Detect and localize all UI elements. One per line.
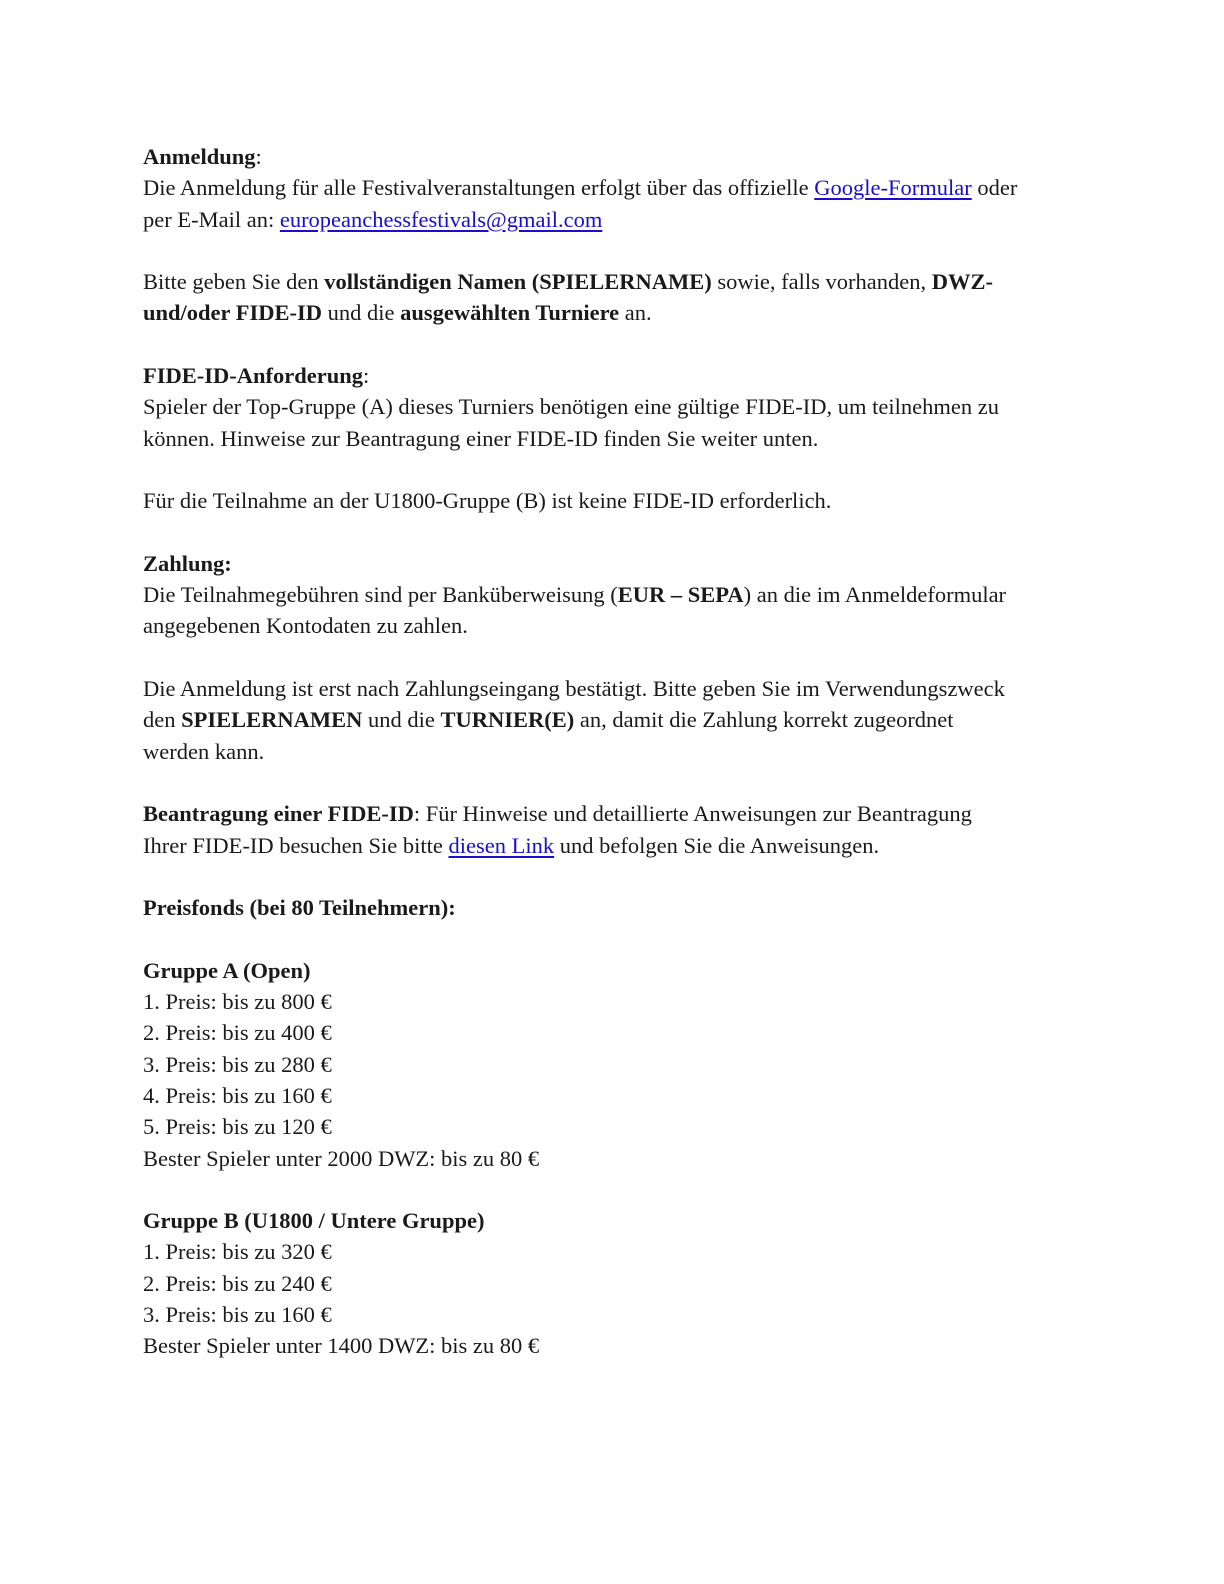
registration-heading-line: Anmeldung: [143,144,262,169]
fide-application-line-1: Beantragung einer FIDE-ID: Für Hinweise und detaillierte Anweisungen zur Beantragung [143,801,972,827]
payment-line-2: angegebenen Kontodaten zu zahlen. [143,613,468,639]
fide-requirement-line-2: können. Hinweise zur Beantragung einer FIDE-ID finden Sie weiter unten. [143,425,819,451]
payment-heading-line [143,548,1083,579]
names-line-2: und/oder FIDE-ID und die ausgewählten Turniere an. [143,300,652,326]
registration-heading: Anmeldung [143,144,256,169]
group-a-prize: 5. Preis: bis zu 120 € [143,1114,332,1140]
group-b-heading-line [143,1205,1083,1236]
prize-fund-heading: Preisfonds (bei 80 Teilnehmern): [143,895,456,921]
group-b-prize: 2. Preis: bis zu 240 € [143,1270,332,1296]
group-a-heading: Gruppe A (Open) [143,957,311,983]
fide-application-heading: Beantragung einer FIDE-ID [143,801,414,827]
group-a-heading-line [143,955,1083,986]
google-form-link[interactable]: Google-Formular [814,175,972,201]
payment-line-3: Die Anmeldung ist erst nach Zahlungseingang bestätigt. Bitte geben Sie im Verwendungszweck [143,676,1005,702]
fide-requirement-line-1: Spieler der Top-Gruppe (A) dieses Turniers benötigen eine gültige FIDE-ID, um teilnehmen zu [143,394,999,420]
group-a-prize: 2. Preis: bis zu 400 € [143,1020,332,1046]
group-b-prize: Bester Spieler unter 1400 DWZ: bis zu 80 € [143,1333,540,1359]
names-line-1: Bitte geben Sie den vollständigen Namen (SPIELERNAME) sowie, falls vorhanden, DWZ- [143,269,993,295]
fide-requirement-heading: FIDE-ID-Anforderung [143,363,364,389]
registration-line-1: Die Anmeldung für alle Festivalveranstaltungen erfolgt über das offizielle Google-Formular oder [143,175,1018,201]
payment-line-1: Die Teilnahmegebühren sind per Banküberweisung (EUR – SEPA) an die im Anmeldeformular [143,582,1007,608]
group-a-prize: 4. Preis: bis zu 160 € [143,1082,332,1108]
email-link[interactable]: europeanchessfestivals@gmail.com [279,206,603,232]
prize-fund-heading-line [143,892,1083,923]
payment-line-4: den SPIELERNAMEN und die TURNIER(E) an, damit die Zahlung korrekt zugeordnet [143,707,954,733]
group-b-prize: 3. Preis: bis zu 160 € [143,1301,332,1327]
group-b-prize: 1. Preis: bis zu 320 € [143,1239,332,1265]
group-a-prize: 1. Preis: bis zu 800 € [143,989,332,1015]
fide-requirement-line-3: Für die Teilnahme an der U1800-Gruppe (B) ist keine FIDE-ID erforderlich. [143,488,832,514]
fide-application-line-2: Ihrer FIDE-ID besuchen Sie bitte diesen Link und befolgen Sie die Anweisungen. [143,832,880,858]
group-a-prize: Bester Spieler unter 2000 DWZ: bis zu 80 € [143,1145,540,1171]
fide-requirement-heading-line: FIDE-ID-Anforderung: [143,363,370,389]
registration-line-2: per E-Mail an: europeanchessfestivals@gmail.com [143,206,603,232]
group-a-prize: 3. Preis: bis zu 280 € [143,1051,332,1077]
group-b-heading: Gruppe B (U1800 / Untere Gruppe) [143,1208,485,1234]
fide-instructions-link[interactable]: diesen Link [448,832,555,858]
payment-heading: Zahlung: [143,550,232,576]
document-page [143,141,1083,1362]
payment-line-5: werden kann. [143,738,265,764]
